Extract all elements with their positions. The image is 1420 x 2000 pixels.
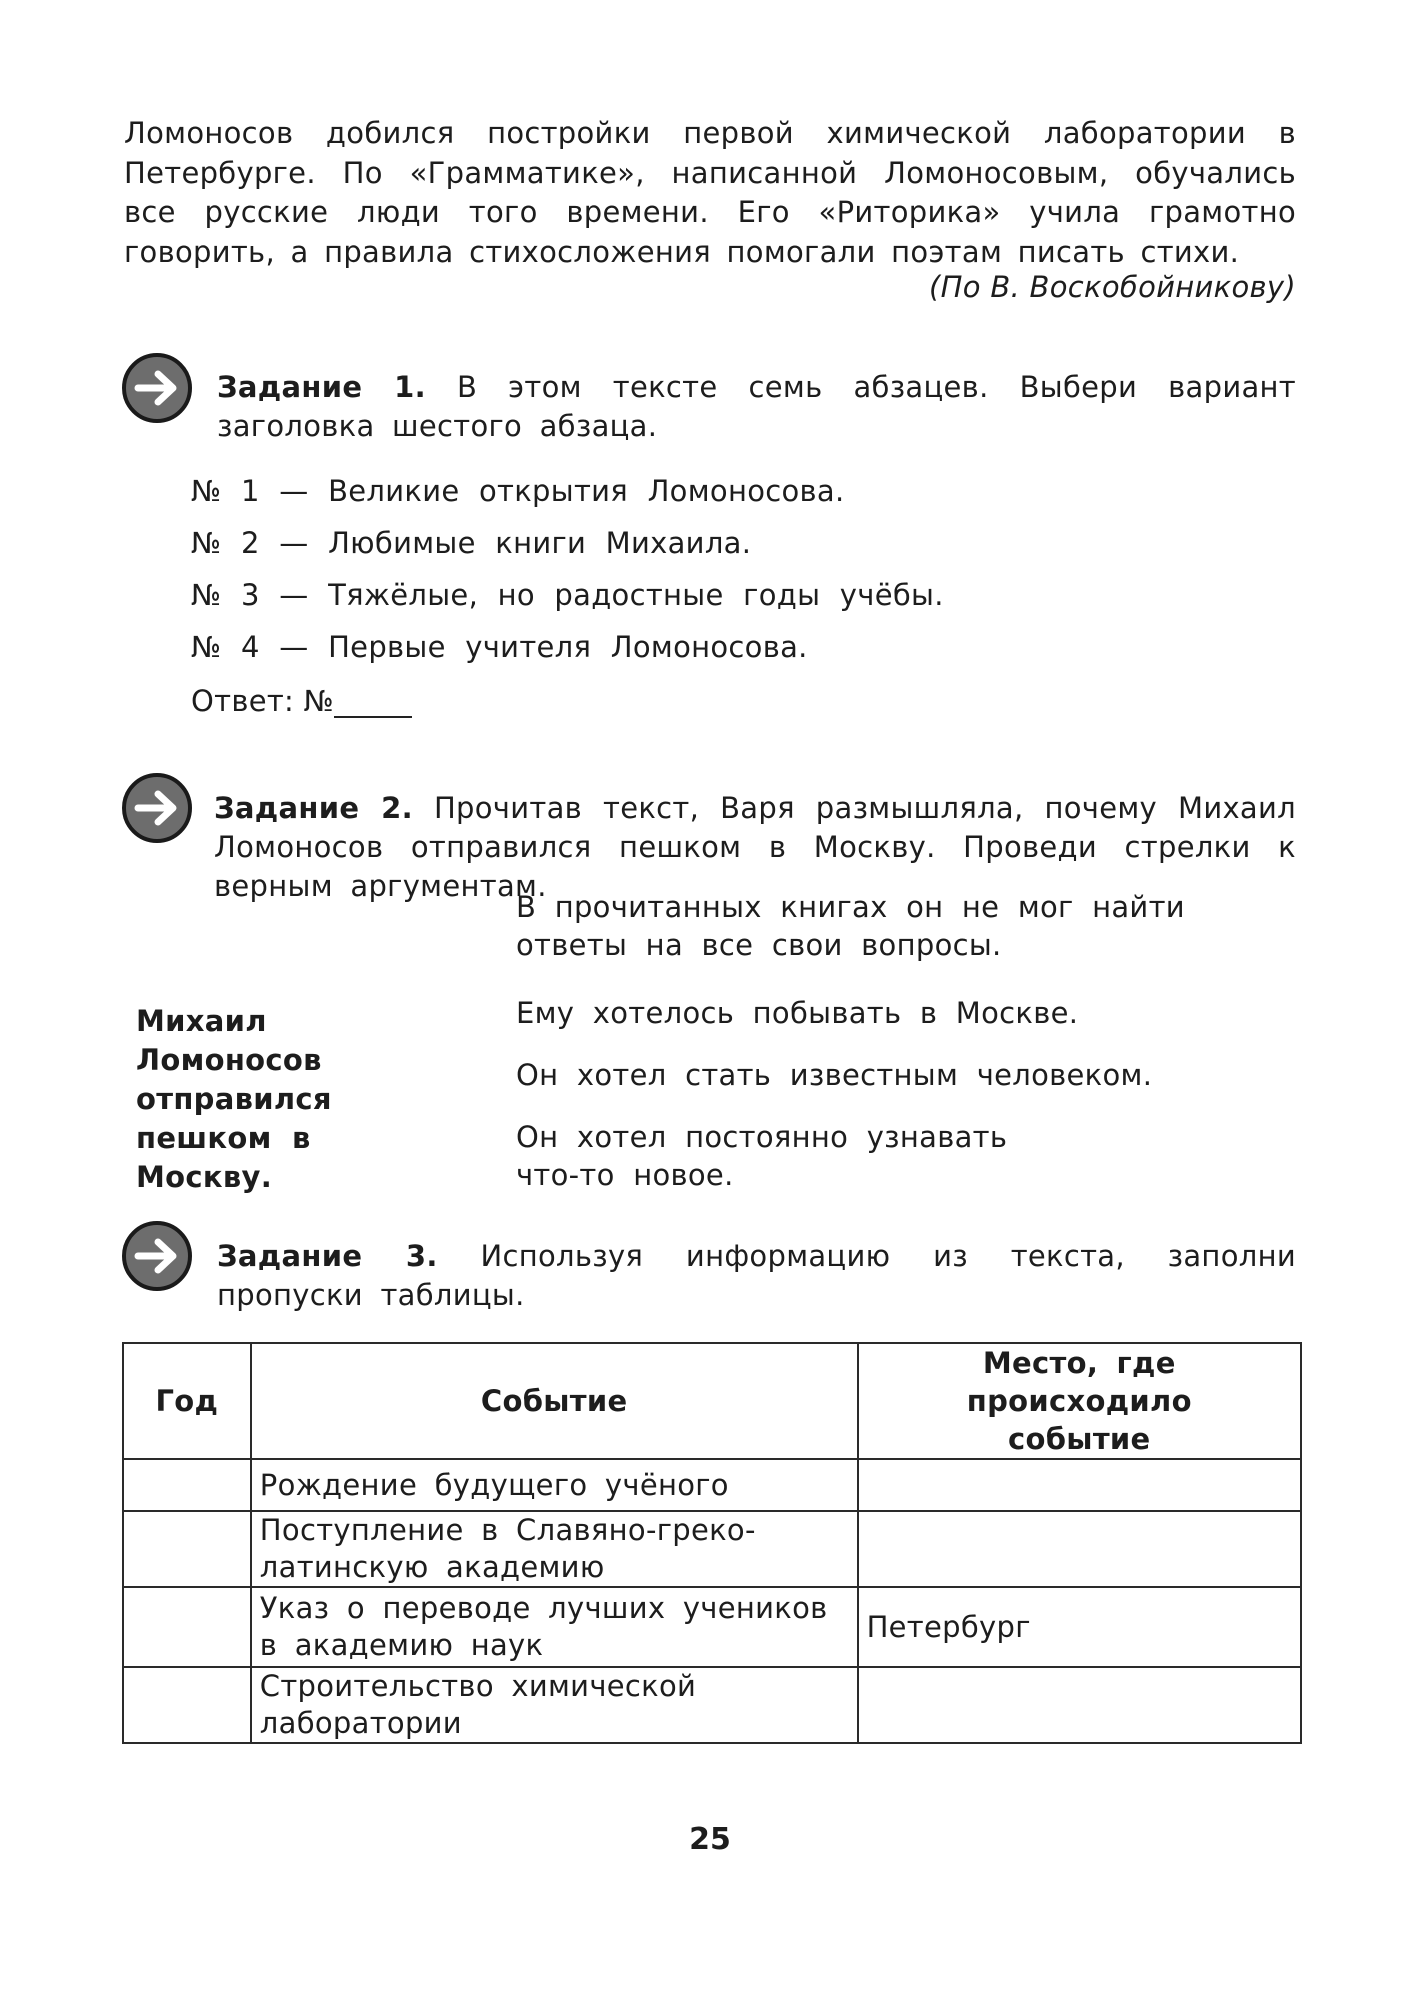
table-row [123,1511,1301,1587]
cell-event: Строительство химической лаборатории [251,1667,858,1743]
table-row [123,1587,1301,1667]
task2-argument-3[interactable]: Он хотел стать известным человеком. [516,1058,1153,1092]
cell-year[interactable] [123,1587,251,1667]
task3-text: Используя информацию из текста, заполни пропуски таблицы. [217,1239,1296,1312]
arrow-right-icon [121,352,193,424]
task2-label: Задание 2. [214,791,413,825]
events-table [122,1342,1302,1744]
task1-option-1: № 1 — Великие открытия Ломоносова. [191,474,845,508]
page-number: 25 [689,1822,731,1857]
task1-option-4: № 4 — Первые учителя Ломоносова. [191,630,808,664]
cell-event: Поступление в Славяно-греко-латинскую академию [251,1511,858,1587]
task1-prompt [217,368,1296,446]
task3-label: Задание 3. [217,1239,438,1273]
cell-event: Указ о переводе лучших учеников в академию наук [251,1587,858,1667]
cell-place[interactable] [858,1459,1301,1511]
passage-text: Ломоносов добился постройки первой химической лаборатории в Петербурге. По «Грамматике», написанной Ломоносовым, обучались все русские люди того времени. Его «Риторика» учила грамотно говорить, а правила стихосложения помогали поэтам писать стихи. [124,116,1296,269]
task3-prompt [217,1237,1296,1315]
arrow-right-icon [121,1220,193,1292]
task2-argument-2[interactable]: Ему хотелось побывать в Москве. [516,996,1079,1030]
task2-text: Прочитав текст, Варя размышляла, почему Михаил Ломоносов отправился пешком в Москву. Проведи стрелки к верным аргументам. [214,791,1296,903]
passage-source: (По В. Воскобойникову) [929,270,1296,304]
task1-option-3: № 3 — Тяжёлые, но радостные годы учёбы. [191,578,944,612]
cell-event: Рождение будущего учёного [251,1459,858,1511]
header-year: Год [123,1343,251,1459]
task1-option-2: № 2 — Любимые книги Михаила. [191,526,752,560]
task1-answer [191,684,412,718]
table-header-row [123,1343,1301,1459]
arrow-right-icon [121,772,193,844]
table-row [123,1667,1301,1743]
header-event: Событие [251,1343,858,1459]
cell-place[interactable]: Петербург [858,1587,1301,1667]
cell-place[interactable] [858,1667,1301,1743]
task1-answer-blank[interactable] [334,686,412,718]
cell-year[interactable] [123,1511,251,1587]
cell-year[interactable] [123,1459,251,1511]
cell-year[interactable] [123,1667,251,1743]
task1-text: В этом тексте семь абзацев. Выбери вариант заголовка шестого абзаца. [217,370,1296,443]
task2-subject: Михаил Ломоносов отправился пешком в Москву. [136,1004,332,1194]
table-row [123,1459,1301,1511]
task2-argument-1[interactable]: В прочитанных книгах он не мог найти ответы на все свои вопросы. [516,890,1185,962]
task1-label: Задание 1. [217,370,426,404]
cell-place[interactable] [858,1511,1301,1587]
header-place: Место, где происходило событие [858,1343,1301,1459]
task1-answer-label: Ответ: № [191,684,335,718]
task2-argument-4[interactable]: Он хотел постоянно узнавать что-то новое. [516,1120,1008,1192]
